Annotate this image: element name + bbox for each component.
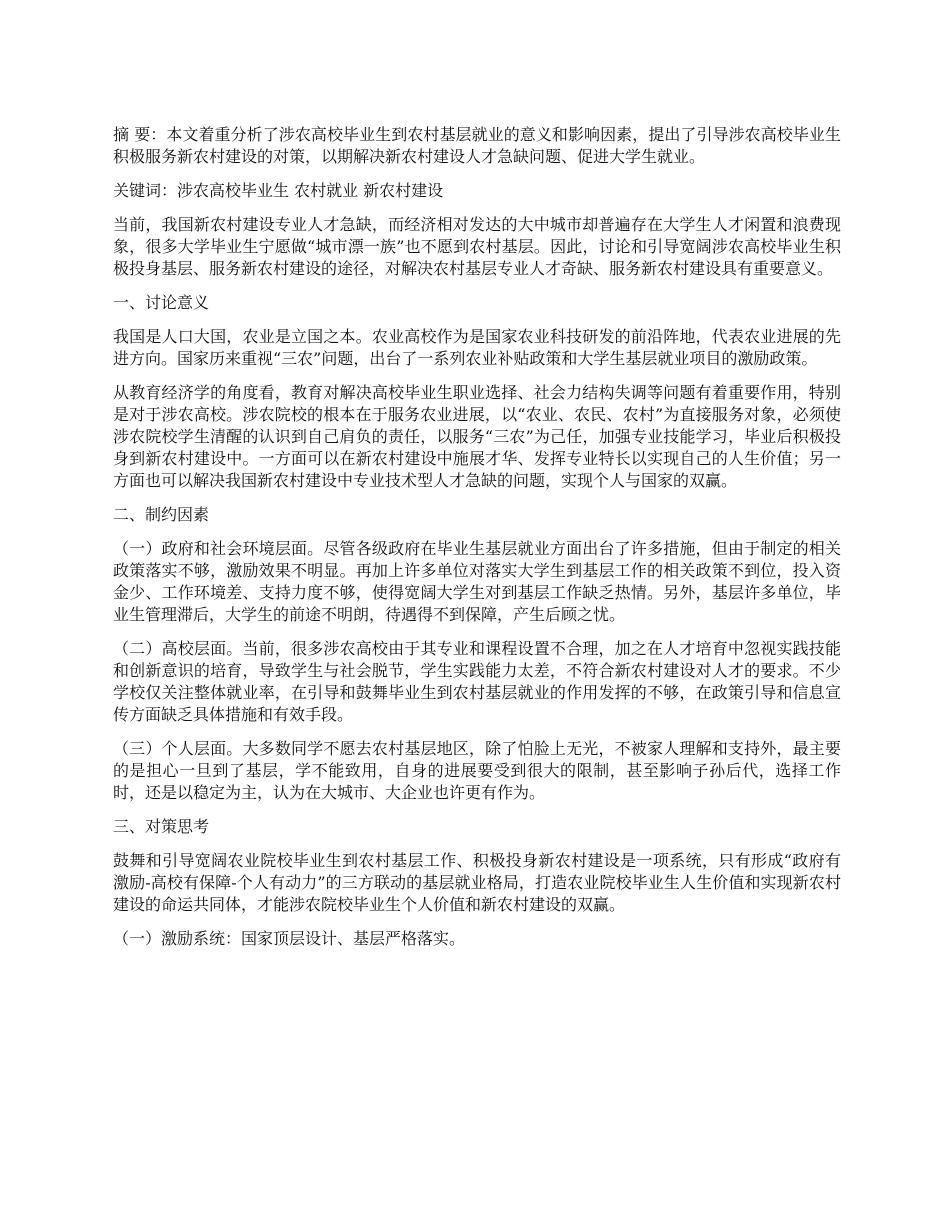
section-2-paragraph-2: （二）高校层面。当前，很多涉农高校由于其专业和课程设置不合理，加之在人才培育中忽视实践技能和创新意识的培育，导致学生与社会脱节，学生实践能力太差，不符合新农村建设对人才的要求。不少学校仅关注整体就业率，在引导和鼓舞毕业生到农村基层就业的作用发挥的不够，在政策引导和信息宣传方面缺乏具体措施和有效手段。	[113, 639, 841, 724]
abstract: 摘 要：本文着重分析了涉农高校毕业生到农村基层就业的意义和影响因素，提出了引导涉农高校毕业生积极服务新农村建设的对策，以期解决新农村建设人才急缺问题、促进大学生就业。	[113, 125, 841, 166]
section-1-paragraph-1: 我国是人口大国，农业是立国之本。农业高校作为是国家农业科技研发的前沿阵地，代表农业进展的先进方向。国家历来重视“三农”问题，出台了一系列农业补贴政策和大学生基层就业项目的激励政策。	[113, 327, 841, 368]
section-2-paragraph-3: （三）个人层面。大多数同学不愿去农村基层地区，除了怕脸上无光，不被家人理解和支持外，最主要的是担心一旦到了基层，学不能致用，自身的进展要受到很大的限制，甚至影响子孙后代，选择工作时，还是以稳定为主，认为在大城市、大企业也许更有作为。	[113, 739, 841, 802]
document-body	[113, 124, 841, 962]
section-1-paragraph-2: 从教育经济学的角度看，教育对解决高校毕业生职业选择、社会力结构失调等问题有着重要作用，特别是对于涉农高校。涉农院校的根本在于服务农业进展，以“农业、农民、农村”为直接服务对象，必须使涉农院校学生清醒的认识到自己肩负的责任，以服务“三农”为己任，加强专业技能学习，毕业后积极投身到新农村建设中。一方面可以在新农村建设中施展才华、发挥专业特长以实现自己的人生价值；另一方面也可以解决我国新农村建设中专业技术型人才急缺的问题，实现个人与国家的双赢。	[113, 383, 841, 490]
section-3-paragraph-1: 鼓舞和引导宽阔农业院校毕业生到农村基层工作、积极投身新农村建设是一项系统，只有形成“政府有激励-高校有保障-个人有动力”的三方联动的基层就业格局，打造农业院校毕业生人生价值和实现新农村建设的命运共同体，才能涉农院校毕业生个人价值和新农村建设的双赢。	[113, 851, 841, 914]
section-1-heading: 一、讨论意义	[113, 293, 210, 312]
intro-paragraph: 当前，我国新农村建设专业人才急缺，而经济相对发达的大中城市却普遍存在大学生人才闲置和浪费现象，很多大学毕业生宁愿做“城市漂一族”也不愿到农村基层。因此，讨论和引导宽阔涉农高校毕业生积极投身基层、服务新农村建设的途径，对解决农村基层专业人才奇缺、服务新农村建设具有重要意义。	[113, 215, 841, 278]
keywords: 关键词：涉农高校毕业生 农村就业 新农村建设	[113, 181, 444, 200]
section-3-paragraph-2: （一）激励系统：国家顶层设计、基层严格落实。	[113, 929, 466, 948]
section-3-heading: 三、对策思考	[113, 817, 210, 836]
section-2-heading: 二、制约因素	[113, 505, 210, 524]
section-2-paragraph-1: （一）政府和社会环境层面。尽管各级政府在毕业生基层就业方面出台了许多措施，但由于制定的相关政策落实不够，激励效果不明显。再加上许多单位对落实大学生到基层工作的相关政策不到位，投入资金少、工作环境差、支持力度不够，使得宽阔大学生对到基层工作缺乏热情。另外，基层许多单位，毕业生管理滞后，大学生的前途不明朗，待遇得不到保障，产生后顾之忧。	[113, 539, 841, 624]
